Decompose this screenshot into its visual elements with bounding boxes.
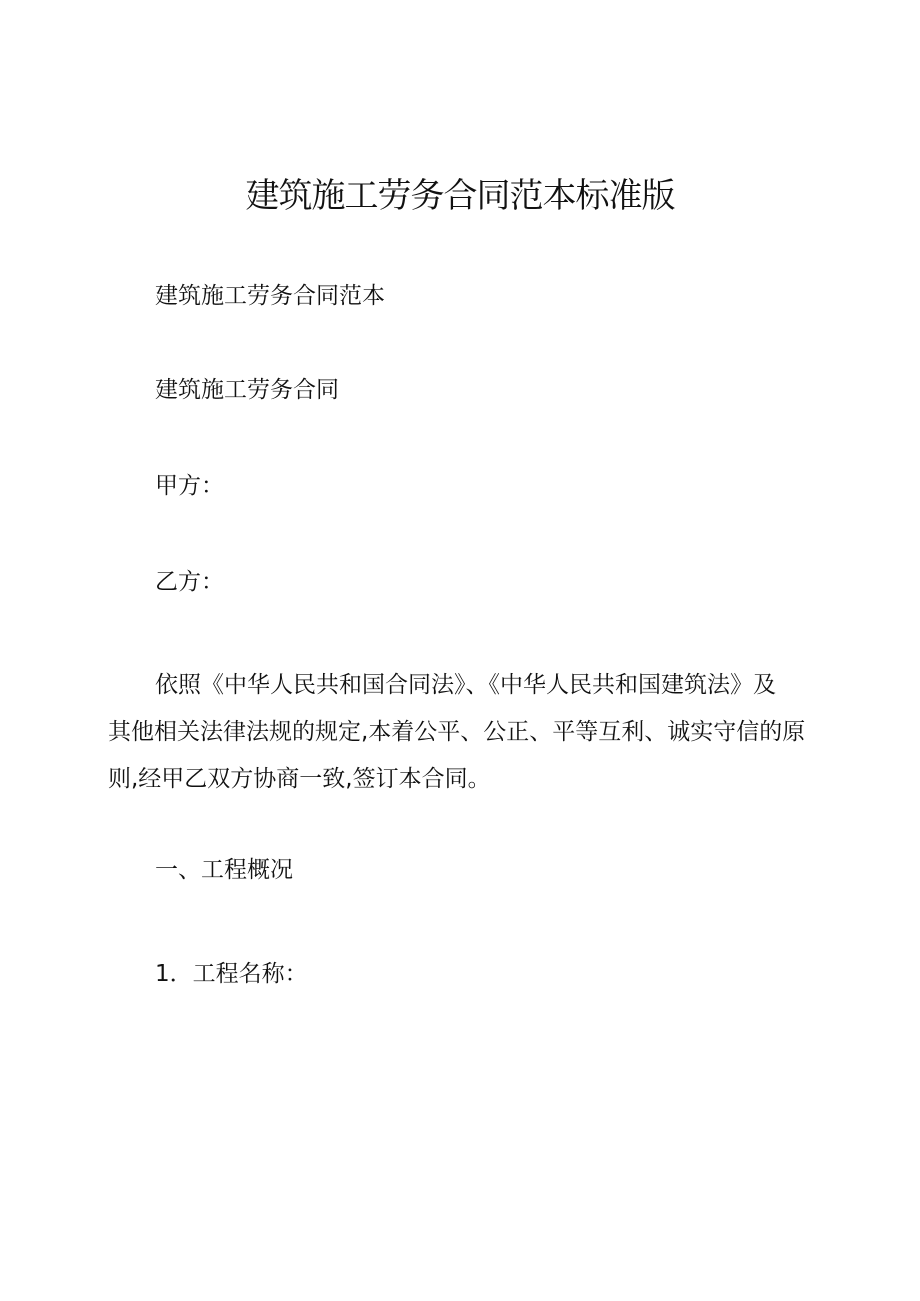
intro-line: 其他相关法律法规的规定,本着公平、公正、平等互利、诚实守信的原: [108, 719, 806, 745]
party-b-label: 乙方：: [155, 569, 224, 595]
contract-heading: 建筑施工劳务合同: [155, 377, 339, 403]
party-a-label: 甲方：: [155, 473, 224, 499]
section-heading-project-overview: 一、工程概况: [155, 857, 293, 883]
document-title: 建筑施工劳务合同范本标准版: [245, 176, 675, 216]
intro-line: 则,经甲乙双方协商一致,签订本合同。: [108, 766, 491, 792]
intro-line: 依照《中华人民共和国合同法》、《中华人民共和国建筑法》及: [155, 672, 776, 698]
intro-paragraph: [108, 662, 820, 803]
contract-template-heading: 建筑施工劳务合同范本: [155, 283, 385, 309]
project-name-label: 1．工程名称：: [155, 961, 308, 987]
